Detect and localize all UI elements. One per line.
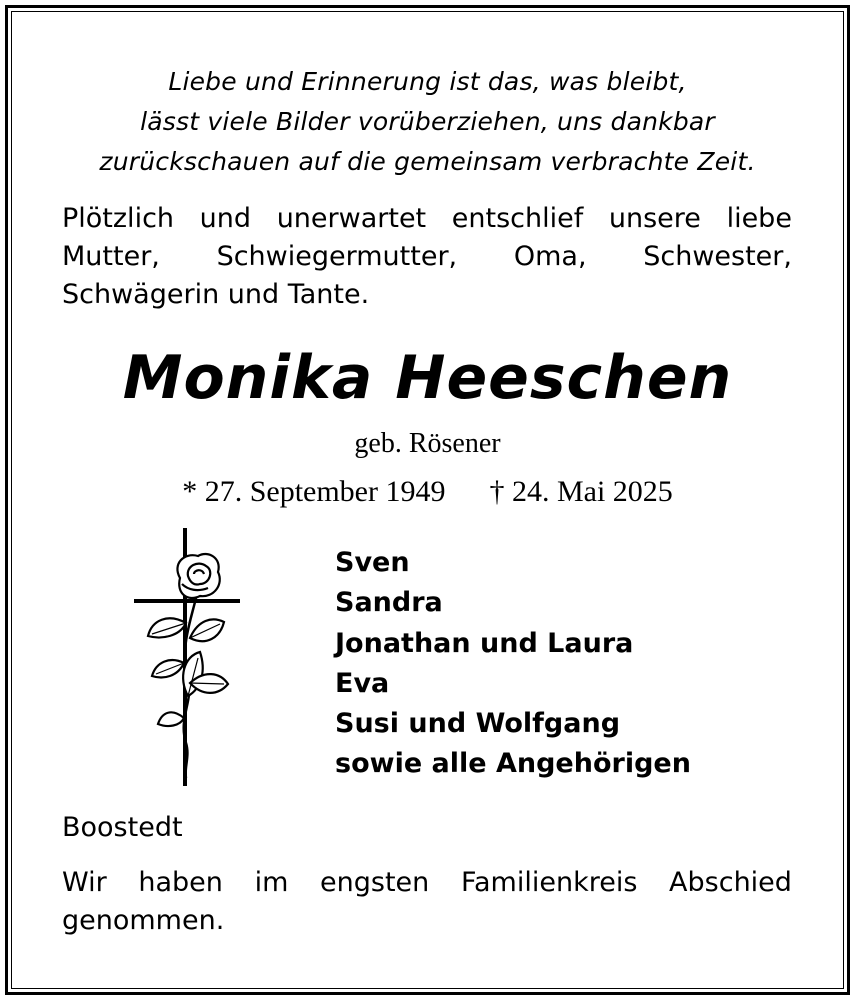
mourner-name: Sven — [335, 547, 410, 578]
deceased-name: Monika Heeschen — [122, 343, 733, 413]
poem-line: lässt viele Bilder vorüberziehen, uns dankbar — [140, 107, 715, 136]
word: Plötzlich — [62, 203, 175, 234]
life-dates — [0, 472, 855, 512]
death-date: † 24. Mai 2025 — [489, 475, 673, 508]
announcement-line — [62, 200, 792, 238]
closing-line — [62, 864, 792, 902]
word: Oma, — [513, 241, 587, 272]
word: Mutter, — [62, 241, 160, 272]
memorial-poem — [40, 62, 815, 182]
mourner-name: sowie alle Angehörigen — [335, 748, 691, 780]
word: unsere — [608, 203, 701, 234]
closing-line: genommen. — [62, 905, 225, 936]
word: engsten — [320, 867, 430, 898]
birth-date: * 27. September 1949 — [182, 475, 446, 508]
word: im — [254, 867, 289, 898]
word: Abschied — [669, 867, 792, 898]
announcement-line — [62, 238, 792, 276]
mourner-name: Jonathan und Laura — [335, 627, 634, 659]
birth-name: geb. Rösener — [354, 428, 501, 459]
word: liebe — [726, 203, 792, 234]
word: unerwartet — [276, 203, 427, 234]
poem-line: zurückschauen auf die gemeinsam verbrachte Zeit. — [99, 147, 756, 176]
word: haben — [138, 867, 223, 898]
word: Schwester, — [643, 241, 792, 272]
word: und — [199, 203, 252, 234]
word: Schwiegermutter, — [216, 241, 458, 272]
place-name: Boostedt — [62, 812, 183, 843]
announcement-line: Schwägerin und Tante. — [62, 279, 370, 310]
word: Familienkreis — [460, 867, 638, 898]
closing-text — [62, 864, 792, 940]
poem-line: Liebe und Erinnerung ist das, was bleibt, — [168, 67, 687, 96]
mourners-list — [335, 543, 691, 785]
mourner-name: Sandra — [335, 587, 443, 619]
cross-with-rose-icon — [128, 528, 244, 794]
word: entschlief — [451, 203, 584, 234]
announcement-text — [62, 200, 792, 314]
mourner-name: Eva — [335, 667, 390, 699]
word: Wir — [62, 867, 107, 898]
mourner-name: Susi und Wolfgang — [335, 708, 621, 740]
